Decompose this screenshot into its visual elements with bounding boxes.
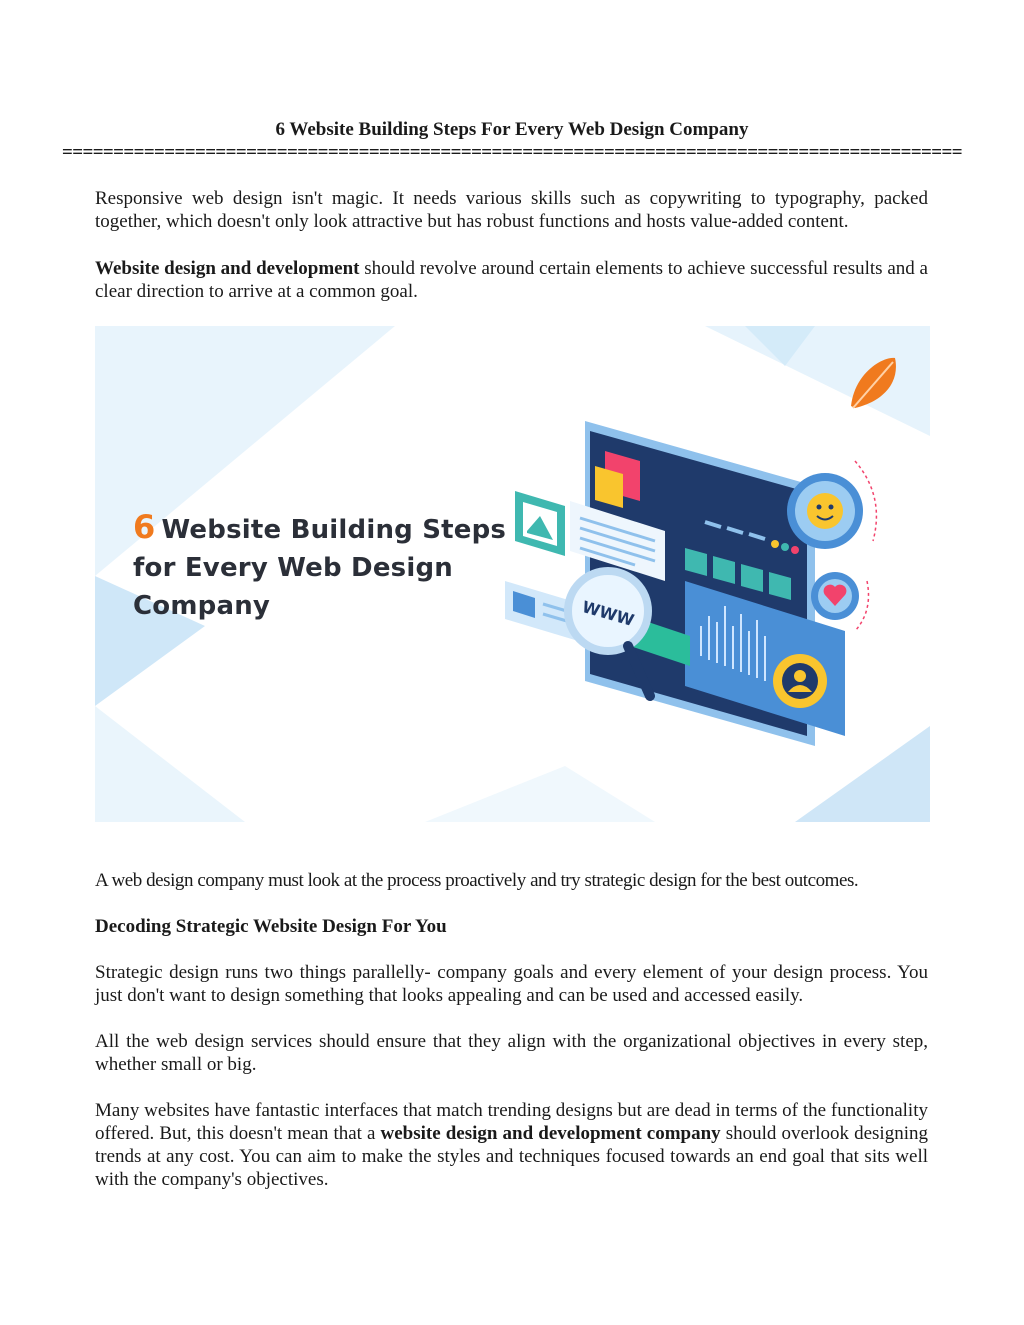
hero-title-line: Website Building Steps [161, 515, 507, 545]
paragraph-text: should overlook designing trends at any cost. You can aim to make the styles and techniques focused towards an end goal that sits well with the company's objectives. [95, 1123, 928, 1190]
www-label: WWW [580, 597, 637, 630]
body-paragraph: A web design company must look at the process proactively and try strategic design for the best outcomes. [95, 870, 859, 891]
hero-step-number: 6 [133, 508, 156, 546]
paragraph-text: should revolve around certain elements to achieve successful results and a clear direction to arrive at a common goal. [95, 258, 928, 302]
intro-paragraph: Responsive web design isn't magic. It needs various skills such as copywriting to typography, packed together, which doesn't only look attractive but has robust functions and hosts value-added content. [95, 188, 928, 232]
intro-paragraph-2 [95, 257, 928, 303]
paragraph-text: Many websites have fantastic interfaces that match trending designs but are dead in terms of the functionality offered. But, this doesn't mean that a [95, 1100, 928, 1144]
bold-keyword: website design and development company [380, 1123, 721, 1144]
hero-title-text [133, 508, 506, 625]
hero-title-line: for Every Web Design [133, 553, 453, 583]
body-paragraph: Strategic design runs two things parallelly- company goals and every element of your design process. You just don't want to design something that looks appealing and can be used and accessed easily. [95, 962, 928, 1006]
hero-title-line: Company [133, 591, 271, 621]
hero-banner-image [95, 326, 930, 822]
title-underline-rule: ======================================================================================== [62, 142, 962, 163]
body-paragraph: All the web design services should ensure that they align with the organizational objectives in every step, whether small or big. [95, 1031, 928, 1075]
section-heading: Decoding Strategic Website Design For You [95, 916, 447, 937]
bold-keyword: Website design and development [95, 258, 360, 279]
body-paragraph [95, 1099, 928, 1191]
document-title: 6 Website Building Steps For Every Web Design Company [275, 119, 749, 140]
